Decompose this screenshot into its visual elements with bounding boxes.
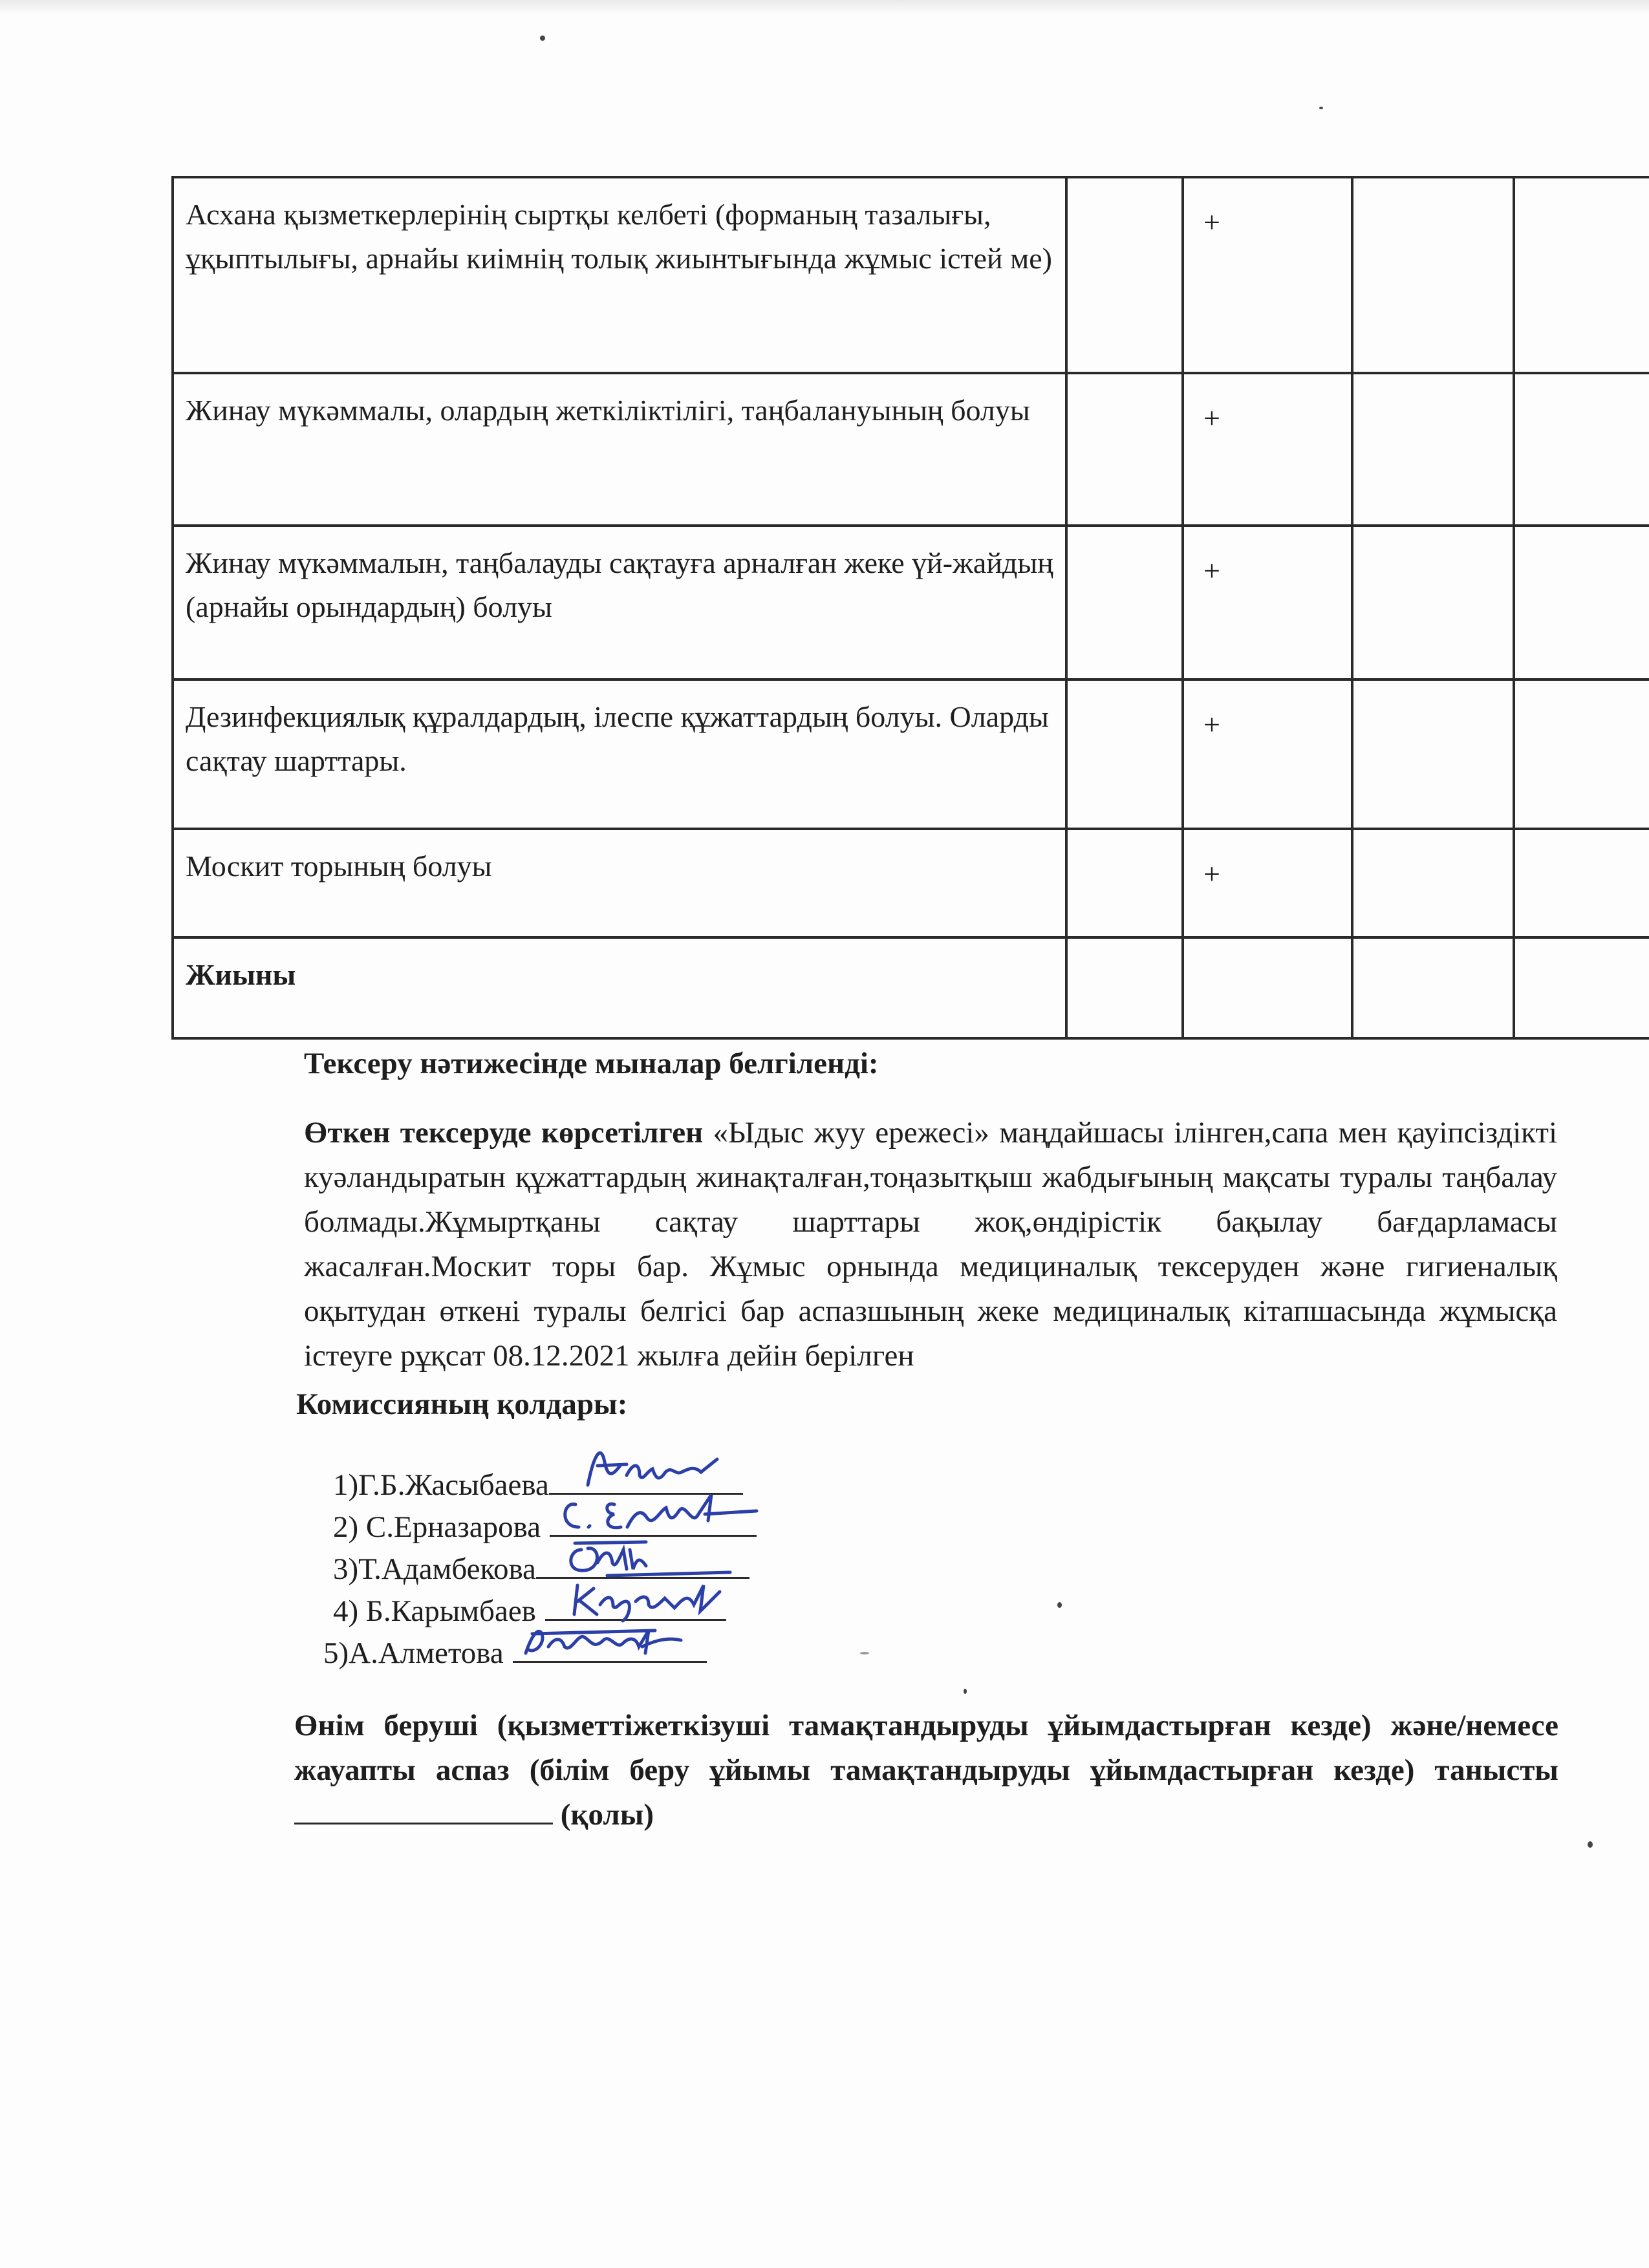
table-row [173, 829, 1649, 937]
score-cell [1514, 526, 1649, 679]
scan-speck [1319, 107, 1323, 109]
findings-paragraph [304, 1111, 1557, 1378]
commission-title: Комиссияның қолдары: [296, 1387, 628, 1421]
member-name: 5)А.Алметова [323, 1636, 504, 1670]
score-cell [1183, 937, 1352, 1038]
score-cell [1352, 937, 1514, 1038]
scan-speck [1588, 1841, 1593, 1848]
member-name: 1)Г.Б.Жасыбаева [333, 1468, 549, 1502]
score-cell [1514, 679, 1649, 829]
acknowledgement-paragraph [294, 1704, 1558, 1837]
member-name: 3)Т.Адамбекова [333, 1552, 536, 1586]
table-row [173, 526, 1649, 679]
scan-speck [860, 1652, 869, 1654]
findings-heading: Тексеру нәтижесінде мыналар белгіленді: [304, 1047, 879, 1080]
acknowledgement-suffix: (қолы) [560, 1798, 654, 1832]
score-cell [1352, 373, 1514, 526]
signature-blank [294, 1797, 553, 1824]
mark-cell: + [1183, 373, 1352, 526]
score-cell [1352, 177, 1514, 373]
table-row [173, 373, 1649, 526]
scan-speck [1057, 1602, 1062, 1608]
mark-cell: + [1183, 829, 1352, 937]
acknowledgement-text: Өнім беруші (қызметтіжеткізуші тамақтандыруды ұйымдастырған кезде) және/немесе жауапты аспаз (білім беру ұйымы тамақтандыруды ұйымдастырған кезде) танысты [294, 1709, 1558, 1787]
criterion-cell: Дезинфекциялық құралдардың, ілеспе құжаттардың болуы. Оларды сақтау шарттары. [173, 679, 1066, 829]
score-cell [1066, 526, 1183, 679]
table-row [173, 177, 1649, 373]
score-cell [1352, 829, 1514, 937]
score-cell [1066, 679, 1183, 829]
score-cell [1352, 679, 1514, 829]
criterion-cell: Москит торының болуы [173, 829, 1066, 937]
member-name: 4) Б.Карымбаев [333, 1594, 536, 1628]
score-cell [1514, 829, 1649, 937]
scan-edge [0, 0, 1649, 14]
score-cell [1352, 526, 1514, 679]
total-row [173, 937, 1649, 1038]
signature-line [513, 1632, 707, 1663]
handwritten-signature [513, 1608, 713, 1666]
criterion-cell: Асхана қызметкерлерінің сыртқы келбеті (форманың тазалығы, ұқыптылығы, арнайы киімнің толық жиынтығында жұмыс істей ме) [173, 177, 1066, 373]
scan-speck [540, 36, 545, 41]
mark-cell: + [1183, 679, 1352, 829]
signature-row [323, 1632, 707, 1671]
total-label: Жиыны [173, 937, 1066, 1038]
score-cell [1066, 373, 1183, 526]
mark-cell: + [1183, 177, 1352, 373]
table-row [173, 679, 1649, 829]
score-cell [1066, 937, 1183, 1038]
findings-lead: Өткен тексеруде көрсетілген [304, 1116, 704, 1150]
mark-cell: + [1183, 526, 1352, 679]
findings-body: «Ыдыс жуу ережесі» маңдайшасы ілінген,сапа мен қауіпсіздікті куәландыратын құжаттардың жинақталған,тоңазытқыш жабдығының мақсаты туралы таңбалау болмады.Жұмыртқаны сақтау шарттары жоқ,өндірістік бақылау бағдарламасы жасалған.Москит торы бар. Жұмыс орнында медициналық тексеруден және гигиеналық оқытудан өткені туралы белгісі бар аспазшының жеке медициналық кітапшасында жұмысқа істеуге рұқсат 08.12.2021 жылға дейін берілген [304, 1116, 1557, 1373]
member-name: 2) С.Ерназарова [333, 1510, 541, 1544]
score-cell [1514, 177, 1649, 373]
scan-speck [964, 1689, 967, 1694]
score-cell [1066, 177, 1183, 373]
checklist-table [171, 176, 1649, 1040]
criterion-cell: Жинау мүкәммалын, таңбалауды сақтауға арналған жеке үй-жайдың (арнайы орындардың) болуы [173, 526, 1066, 679]
criterion-cell: Жинау мүкәммалы, олардың жеткіліктілігі, таңбалануының болуы [173, 373, 1066, 526]
score-cell [1514, 937, 1649, 1038]
score-cell [1066, 829, 1183, 937]
score-cell [1514, 373, 1649, 526]
